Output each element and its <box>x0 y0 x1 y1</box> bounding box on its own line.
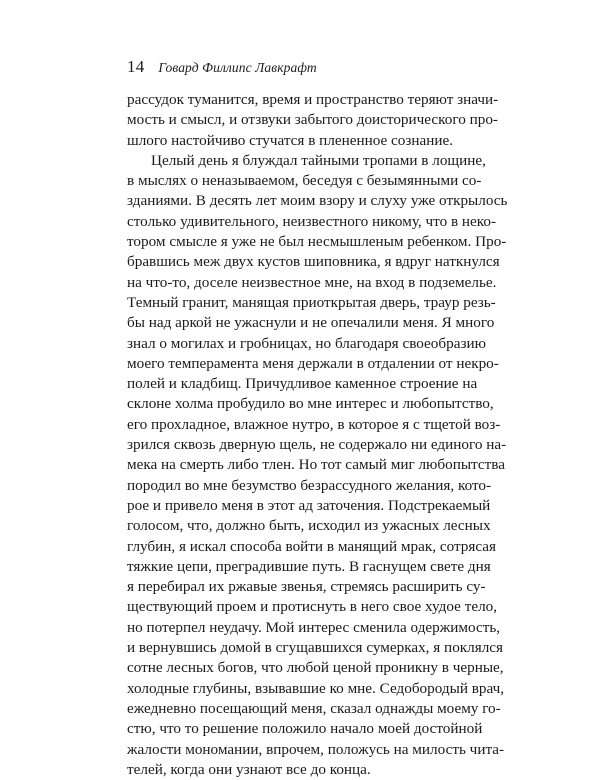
body-text <box>127 90 508 780</box>
text-line: жалости мономании, впрочем, положусь на милость чита- <box>127 740 505 758</box>
text-line: глубин, я искал способа войти в манящий мрак, сотрясая <box>127 537 497 555</box>
text-line: моего темперамента меня держали в отдалении от некро- <box>127 354 499 372</box>
text-line: стю, что то решение положило начало моей достойной <box>127 720 483 738</box>
text-line: голосом, что, должно быть, исходил из ужасных лесных <box>127 517 491 535</box>
text-line: шлого настойчиво стучатся в плененное сознание. <box>127 131 454 149</box>
text-line: ществующий проем и протиснуть в него свое худое тело, <box>127 598 498 616</box>
text-line: Целый день я блуждал тайными тропами в лощине, <box>151 151 486 169</box>
text-line: зрился сквозь дверную щель, не содержало ни единого на- <box>127 436 507 454</box>
text-line: мека на смерть либо тлен. Но тот самый миг любопытства <box>127 456 505 474</box>
text-line: породил во мне безумство безрассудного желания, кото- <box>127 476 492 494</box>
text-line: сотне лесных богов, что любой ценой проникну в черные, <box>127 659 504 677</box>
text-line: зданиями. В десять лет моим взору и слуху уже открылось <box>127 192 508 210</box>
page-number: 14 <box>127 57 145 76</box>
text-line: и вернувшись домой в сгущавшихся сумерках, я поклялся <box>127 639 504 657</box>
text-line: бы над аркой не ужаснули и не опечалили меня. Я много <box>127 314 495 332</box>
text-line: его прохладное, влажное нутро, в которое я с тщетой воз- <box>127 415 501 433</box>
text-line: тором смысле я уже не был несмышленым ребенком. Про- <box>127 233 507 251</box>
text-line: ежедневно посещающий меня, сказал однажды моему го- <box>127 699 501 717</box>
text-line: бравшись меж двух кустов шиповника, я вдруг наткнулся <box>127 253 500 271</box>
text-line: тяжкие цепи, преградившие путь. В гаснущем свете дня <box>127 557 491 575</box>
running-title: Говард Филлипс Лавкрафт <box>158 60 317 75</box>
text-line: Темный гранит, манящая приоткрытая дверь, траур резь- <box>127 293 496 311</box>
text-line: полей и кладбищ. Причудливое каменное строение на <box>127 375 478 393</box>
text-line: но потерпел неудачу. Мой интерес сменила одержимость, <box>127 618 501 636</box>
text-line: холодные глубины, взывавшие ко мне. Седобородый врач, <box>127 679 505 697</box>
text-line: рое и привело меня в этот ад заточения. Подстрекаемый <box>127 496 491 514</box>
text-line: на что-то, доселе неизвестное мне, на вход в подземелье. <box>127 273 497 291</box>
text-line: рассудок туманится, время и пространство теряют значи- <box>127 91 499 108</box>
text-line: знал о могилах и гробницах, но благодаря своеобразию <box>127 334 486 352</box>
text-line: я перебирал их ржавые звенья, стремясь расширить су- <box>127 578 486 596</box>
text-line: телей, когда они узнают все до конца. <box>127 760 371 778</box>
text-line: столько удивительного, неизвестного никому, что в неко- <box>127 212 497 230</box>
text-line: мость и смысл, и отзвуки забытого доисторического про- <box>127 111 498 129</box>
text-line: склоне холма пробудило во мне интерес и любопытство, <box>127 395 494 413</box>
running-head <box>127 57 487 79</box>
text-line: в мыслях о неназываемом, беседуя с безымянными со- <box>127 172 482 190</box>
